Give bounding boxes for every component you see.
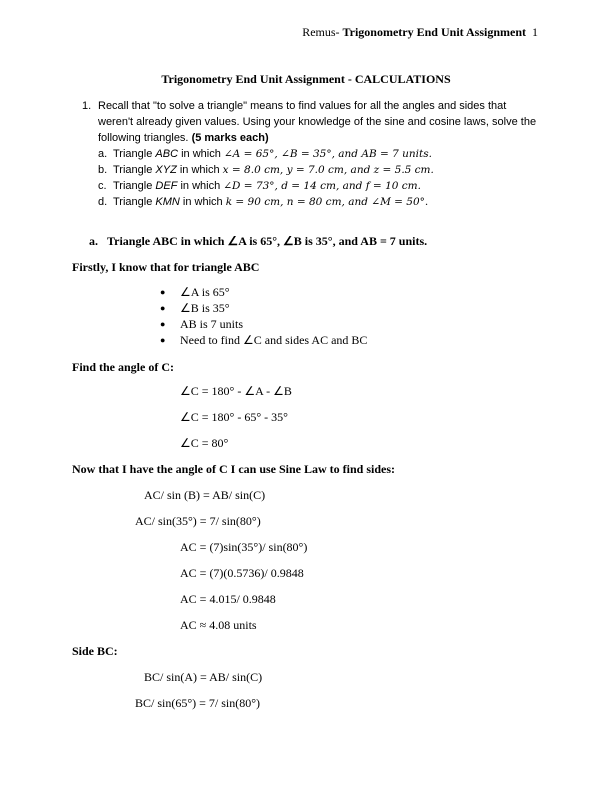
question-item-c: c. Triangle DEF in which ∠D = 73°, d = 14 cm, and f = 10 cm. [98,180,421,192]
intro-heading: Firstly, I know that for triangle ABC [72,260,260,274]
ac-step: AC/ sin(35°) = 7/ sin(80°) [135,514,261,528]
bc-heading: Side BC: [72,644,118,658]
list-item: ● ∠A is 65° [160,284,367,300]
angle-heading: Find the angle of C: [72,360,174,374]
list-item: ● ∠B is 35° [160,300,367,316]
question-item-a: a. Triangle ABC in which ∠A = 65°, ∠B = 35°, and AB = 7 units. [98,148,432,160]
page-header [302,25,538,40]
bc-step: BC/ sin(65°) = 7/ sin(80°) [135,696,261,710]
page-number: 1 [532,25,538,39]
bc-step: BC/ sin(A) = AB/ sin(C) [144,670,263,684]
list-item: ● Need to find ∠C and sides AC and BC [160,332,367,348]
ac-step: AC/ sin (B) = AB/ sin(C) [144,488,266,502]
question-block [82,98,542,210]
ac-step: AC = (7)sin(35°)/ sin(80°) [180,540,308,554]
question-item-b: b. Triangle XYZ in which x = 8.0 cm, y = 7.0 cm, and z = 5.5 cm. [98,164,434,176]
ac-step: AC = (7)(0.5736)/ 0.9848 [180,566,304,580]
sine-law-heading: Now that I have the angle of C I can use Sine Law to find sides: [72,462,396,476]
question-number: 1. [82,100,92,112]
question-text: Recall that "to solve a triangle" means to find values for all the angles and sides that weren't already given values. Using your knowledge of the sine and cosine laws, solve the following triangles. (5 marks each) [98,100,537,144]
angle-step: ∠C = 80° [180,436,229,450]
ac-step: AC = 4.015/ 0.9848 [180,592,276,606]
list-item: ● AB is 7 units [160,316,367,332]
header-author: Remus- [302,25,343,39]
section-a-label: a. [89,234,98,248]
section-a-heading [89,234,427,249]
question-item-d: d. Triangle KMN in which k = 90 cm, n = 80 cm, and ∠M = 50°. [98,196,429,208]
angle-step: ∠C = 180° - ∠A - ∠B [180,384,292,398]
angle-step: ∠C = 180° - 65° - 35° [180,410,288,424]
header-title: Trigonometry End Unit Assignment [342,25,526,39]
section-a-title: Triangle ABC in which ∠A is 65°, ∠B is 35°, and AB = 7 units. [107,234,428,248]
question-marks: (5 marks each) [191,132,269,144]
given-list [160,284,367,348]
document-title: Trigonometry End Unit Assignment - CALCULATIONS [161,72,451,86]
ac-result: AC ≈ 4.08 units [180,618,257,632]
